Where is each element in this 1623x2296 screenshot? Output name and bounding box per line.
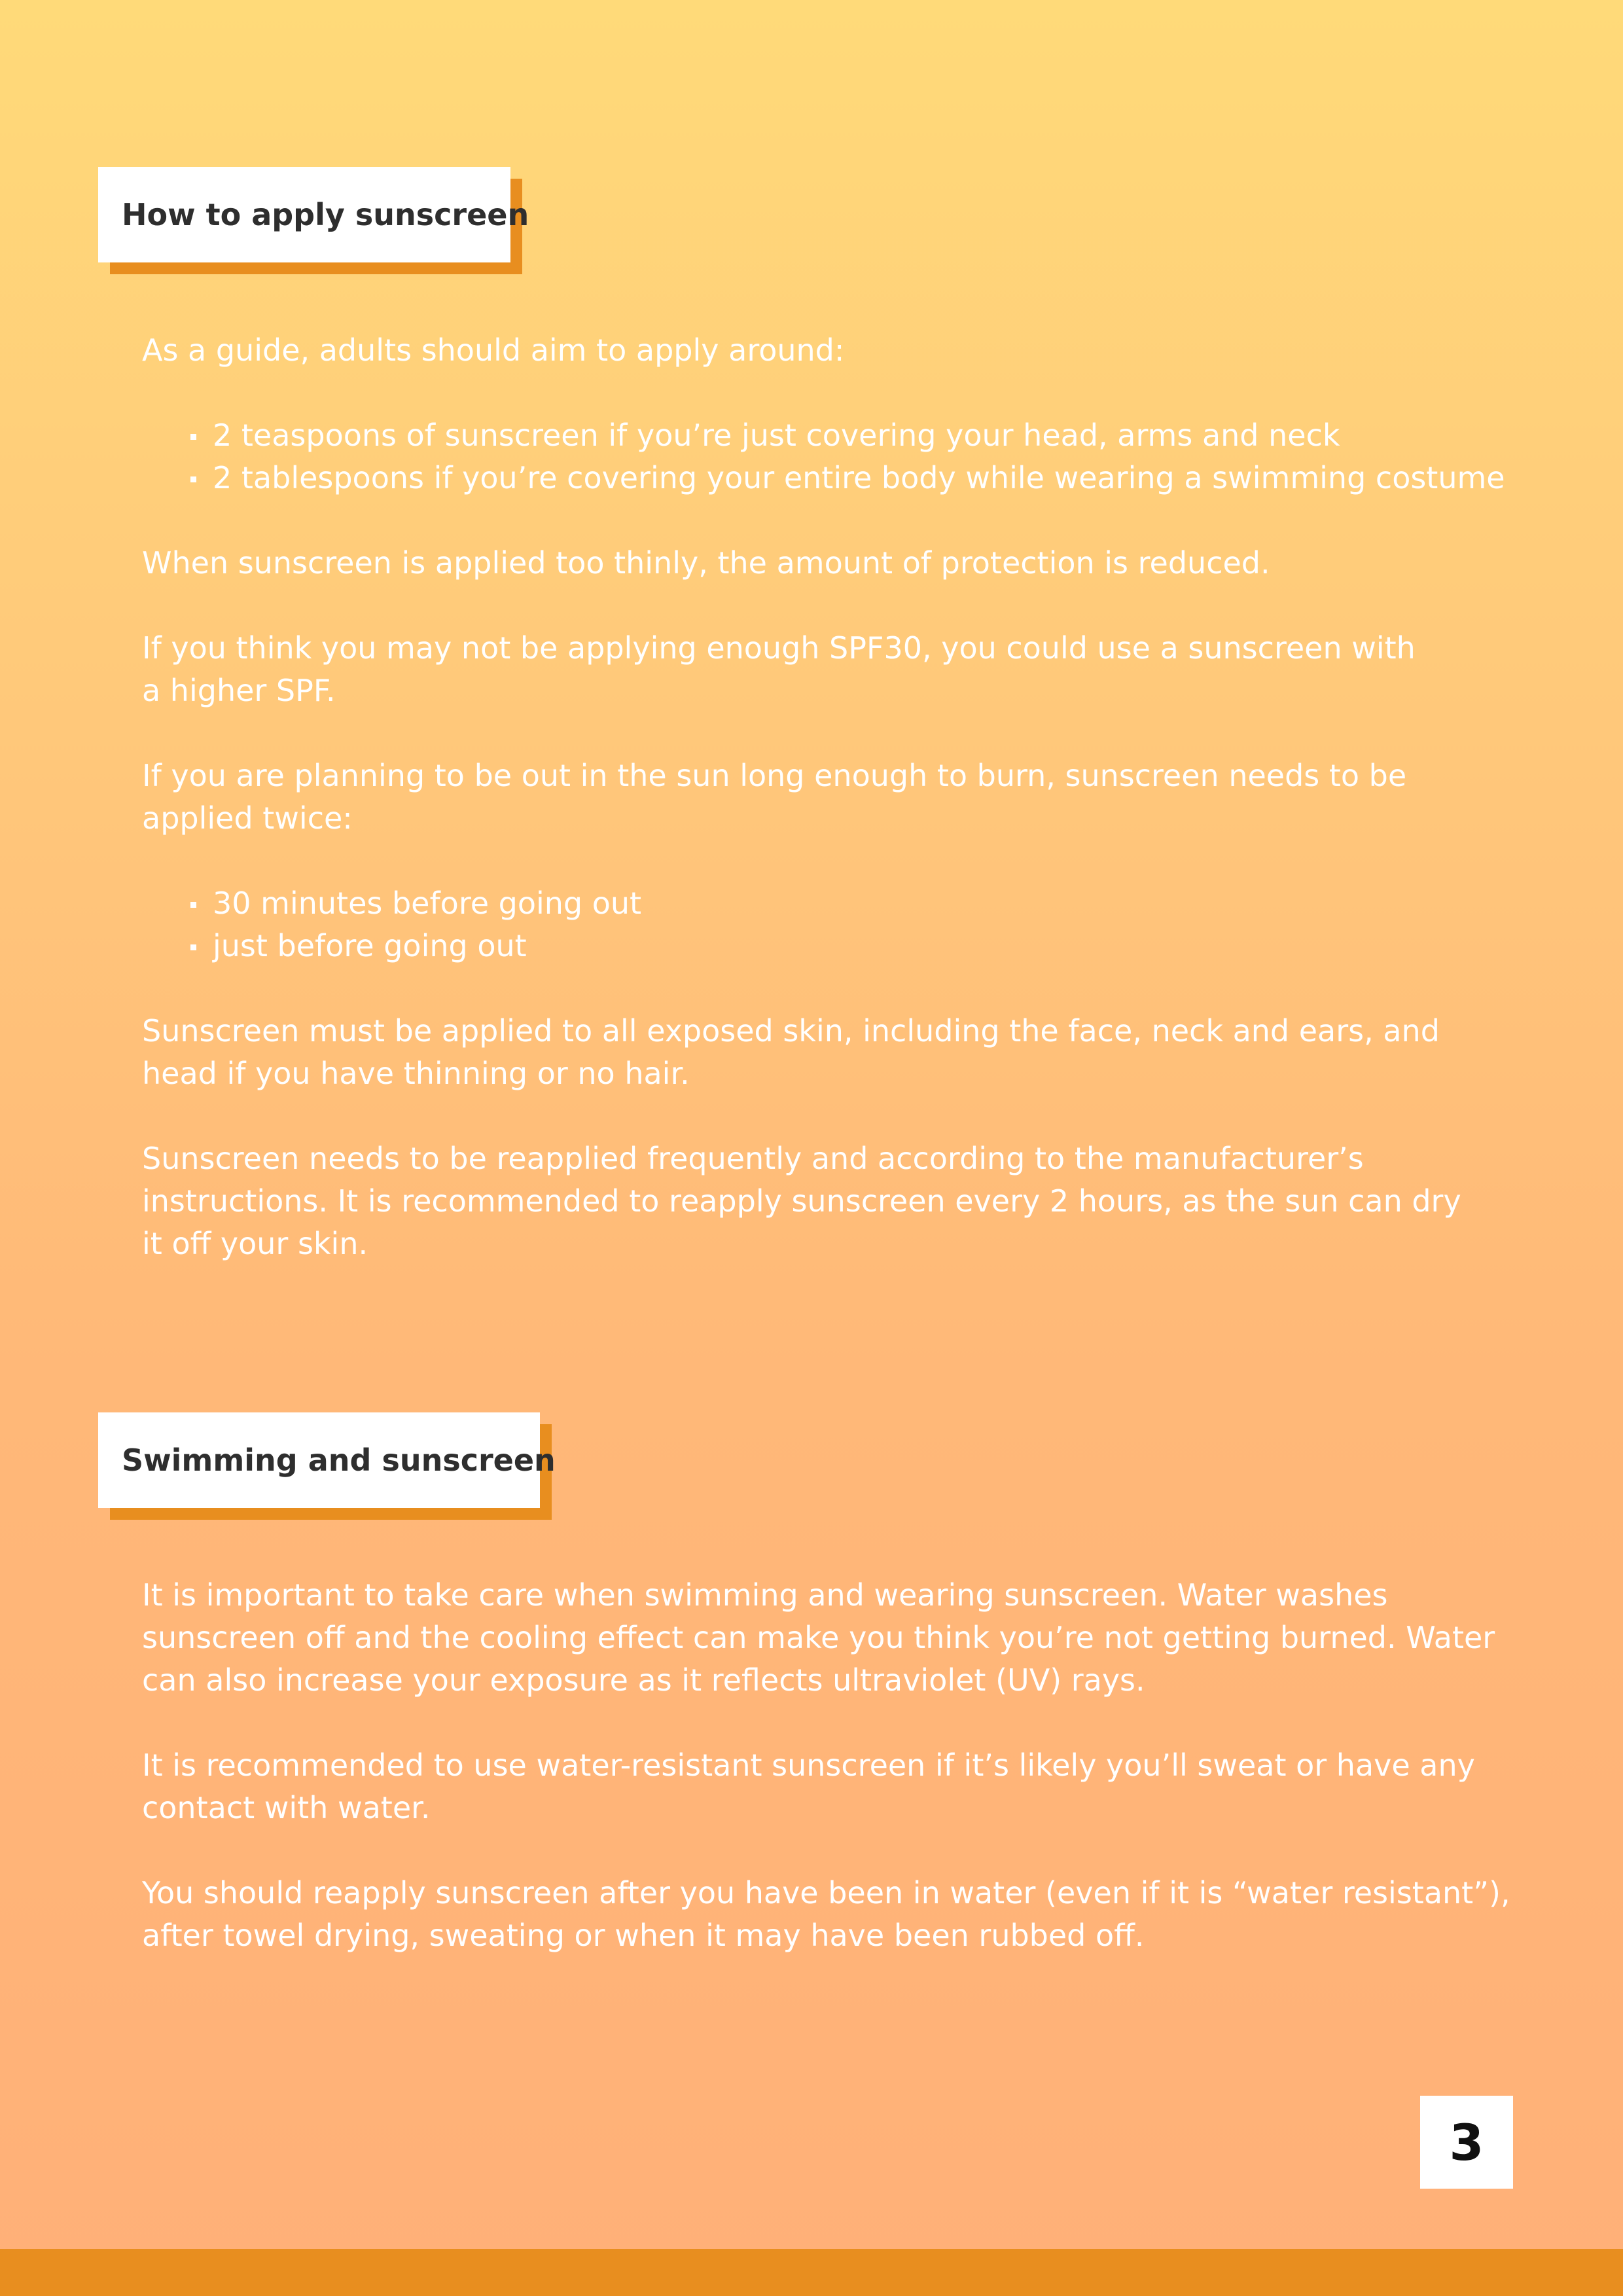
section-heading-swimming-sunscreen bbox=[98, 1412, 556, 1508]
section-body-swimming-sunscreen bbox=[142, 1574, 1529, 2000]
paragraph: If you are planning to be out in the sun long enough to burn, sunscreen needs to be applied twice: bbox=[142, 758, 1407, 836]
bullet-list bbox=[142, 882, 1529, 967]
paragraph: You should reapply sunscreen after you have been in water (even if it is “water resistant”), after towel drying, sweating or when it may have been rubbed off. bbox=[142, 1875, 1510, 1953]
list-item: 2 teaspoons of sunscreen if you’re just covering your head, arms and neck bbox=[213, 414, 1529, 457]
section-heading-apply-sunscreen bbox=[98, 167, 529, 262]
list-item: just before going out bbox=[213, 925, 1529, 967]
bullet-list bbox=[142, 414, 1529, 499]
page-number: 3 bbox=[1449, 2113, 1484, 2172]
paragraph: As a guide, adults should aim to apply around: bbox=[142, 332, 845, 368]
paragraph: Sunscreen needs to be reapplied frequently and according to the manufacturer’s instructions. It is recommended to reapply sunscreen every 2 hours, as the sun can dry it off your skin. bbox=[142, 1141, 1461, 1261]
list-item: 2 tablespoons if you’re covering your entire body while wearing a swimming costume bbox=[213, 457, 1529, 499]
section-body-apply-sunscreen bbox=[142, 329, 1529, 1308]
list-item: 30 minutes before going out bbox=[213, 882, 1529, 925]
section-heading-text: How to apply sunscreen bbox=[122, 197, 529, 232]
section-heading-text: Swimming and sunscreen bbox=[122, 1443, 556, 1478]
paragraph: It is recommended to use water-resistant sunscreen if it’s likely you’ll sweat or have any contact with water. bbox=[142, 1748, 1475, 1825]
page-number-box bbox=[1420, 2096, 1513, 2189]
paragraph: It is important to take care when swimming and wearing sunscreen. Water washes sunscreen off and the cooling effect can make you think you’re not getting burned. Water can also increase your exposure as it reflects ultraviolet (UV) rays. bbox=[142, 1577, 1495, 1698]
footer-band bbox=[0, 2249, 1623, 2296]
paragraph: Sunscreen must be applied to all exposed skin, including the face, neck and ears, and head if you have thinning or no hair. bbox=[142, 1013, 1440, 1091]
paragraph: If you think you may not be applying enough SPF30, you could use a sunscreen with a higher SPF. bbox=[142, 630, 1416, 708]
paragraph: When sunscreen is applied too thinly, the amount of protection is reduced. bbox=[142, 545, 1270, 581]
